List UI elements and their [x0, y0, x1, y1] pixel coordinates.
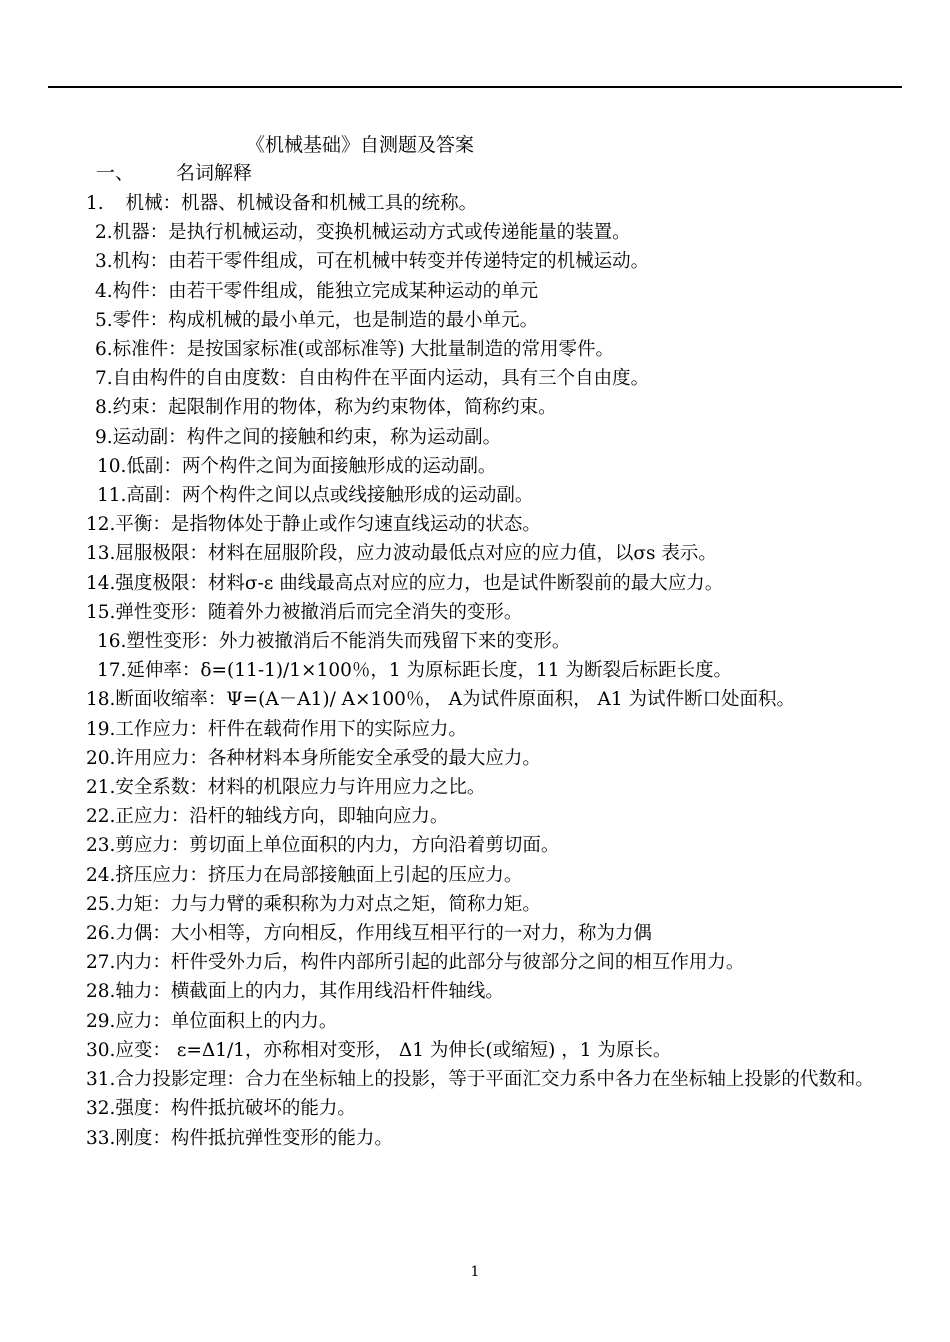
item-number: 19.: [86, 718, 116, 740]
list-item: [86, 1094, 902, 1123]
item-text: 安全系数：材料的机限应力与许用应力之比。: [115, 777, 486, 799]
list-item: [86, 1036, 902, 1065]
item-text: 高副：两个构件之间以点或线接触形成的运动副。: [126, 485, 534, 507]
item-text: 强度：构件抵抗破坏的能力。: [115, 1098, 356, 1120]
item-text: 剪应力：剪切面上单位面积的内力，方向沿着剪切面。: [115, 835, 560, 857]
item-number: 6.: [95, 339, 113, 361]
item-number: 16.: [97, 631, 127, 653]
item-text: 断面收缩率：Ψ=(A－A1)/ A×100％， A为试件原面积， A1 为试件断口处面积。: [115, 689, 795, 711]
item-text: 运动副：构件之间的接触和约束，称为运动副。: [112, 426, 502, 448]
list-item: [86, 423, 902, 452]
item-text: 低副：两个构件之间为面接触形成的运动副。: [126, 455, 497, 477]
list-item: [86, 831, 902, 860]
list-item: [86, 744, 902, 773]
list-item: [86, 627, 902, 656]
list-item: [86, 656, 902, 685]
list-item: [86, 948, 902, 977]
list-item: [86, 569, 902, 598]
item-number: 12.: [86, 514, 116, 536]
list-item: [86, 452, 902, 481]
item-text: 构件：由若干零件组成，能独立完成某种运动的单元: [112, 280, 539, 302]
item-number: 14.: [86, 572, 116, 594]
item-number: 9.: [95, 426, 113, 448]
list-item: [86, 481, 902, 510]
list-item: [86, 1124, 902, 1153]
list-item: [86, 218, 902, 247]
item-number: 32.: [86, 1098, 116, 1120]
item-number: 27.: [86, 952, 116, 974]
list-item: [86, 539, 902, 568]
list-item: [86, 598, 902, 627]
item-number: 10.: [97, 455, 127, 477]
item-text: 应变： ε=Δ1/1，亦称相对变形， Δ1 为伸长(或缩短) ，1 为原长。: [115, 1039, 672, 1061]
section-heading: [96, 159, 252, 187]
definition-list: [86, 189, 902, 1153]
item-number: 11.: [97, 485, 127, 507]
item-number: 5.: [95, 309, 113, 331]
item-text: 弹性变形：随着外力被撤消后而完全消失的变形。: [115, 601, 523, 623]
list-item: [86, 919, 902, 948]
item-text: 约束：起限制作用的物体，称为约束物体，简称约束。: [112, 397, 557, 419]
item-text: 自由构件的自由度数：自由构件在平面内运动，具有三个自由度。: [112, 368, 650, 390]
list-item: [86, 393, 902, 422]
list-item: [86, 1007, 902, 1036]
item-text: 轴力：横截面上的内力，其作用线沿杆件轴线。: [115, 981, 504, 1003]
list-item: [86, 685, 902, 714]
item-text: 合力投影定理：合力在坐标轴上的投影，等于平面汇交力系中各力在坐标轴上投影的代数和。: [115, 1069, 874, 1091]
item-text: 机器：是执行机械运动，变换机械运动方式或传递能量的装置。: [112, 222, 631, 244]
item-number: 26.: [86, 923, 116, 945]
item-text: 挤压应力：挤压力在局部接触面上引起的压应力。: [115, 864, 523, 886]
item-number: 21.: [86, 777, 116, 799]
item-text: 强度极限：材料σ-ε 曲线最高点对应的应力，也是试件断裂前的最大应力。: [115, 572, 724, 594]
list-item: [86, 247, 902, 276]
item-number: 24.: [86, 864, 116, 886]
list-item: [86, 1065, 902, 1094]
item-number: 18.: [86, 689, 116, 711]
item-text: 塑性变形：外力被撤消后不能消失而残留下来的变形。: [126, 631, 571, 653]
item-number: 13.: [86, 543, 116, 565]
item-text: 延伸率：δ=(11-1)/1×100％，1 为原标距长度，11 为断裂后标距长度。: [126, 660, 732, 682]
page-number: 1: [470, 1264, 480, 1280]
item-number: 2.: [95, 222, 113, 244]
item-text: 应力：单位面积上的内力。: [115, 1010, 338, 1032]
item-number: 33.: [86, 1127, 116, 1149]
item-text: 标准件：是按国家标准(或部标准等) 大批量制造的常用零件。: [112, 339, 614, 361]
item-text: 工作应力：杆件在载荷作用下的实际应力。: [115, 718, 467, 740]
item-text: 机械：机器、机械设备和机械工具的统称。: [125, 193, 478, 214]
list-item: [86, 802, 902, 831]
item-number: 4.: [95, 280, 113, 302]
section-name: 名词解释: [176, 162, 253, 184]
item-text: 内力：杆件受外力后，构件内部所引起的此部分与彼部分之间的相互作用力。: [115, 952, 745, 974]
section-number: 一、: [96, 162, 135, 184]
item-number: 29.: [86, 1010, 116, 1032]
list-item: [86, 977, 902, 1006]
item-text: 许用应力：各种材料本身所能安全承受的最大应力。: [115, 747, 541, 769]
item-number: 22.: [86, 806, 116, 828]
list-item: [86, 364, 902, 393]
list-item: [86, 277, 902, 306]
item-number: 17.: [97, 660, 127, 682]
item-number: 15.: [86, 601, 116, 623]
item-number: 3.: [95, 251, 113, 273]
item-number: 31.: [86, 1069, 116, 1091]
item-number: 28.: [86, 981, 116, 1003]
list-item: [86, 890, 902, 919]
list-item: [86, 773, 902, 802]
list-item: [86, 715, 902, 744]
item-text: 平衡：是指物体处于静止或作匀速直线运动的状态。: [115, 514, 541, 536]
document-title: 《机械基础》自测题及答案: [246, 134, 475, 156]
item-text: 机构：由若干零件组成，可在机械中转变并传递特定的机械运动。: [112, 251, 650, 273]
list-item: [86, 510, 902, 539]
item-text: 刚度：构件抵抗弹性变形的能力。: [115, 1127, 393, 1149]
item-number: 25.: [86, 893, 116, 915]
item-number: 1.: [86, 193, 104, 214]
item-text: 力偶：大小相等，方向相反，作用线互相平行的一对力，称为力偶: [115, 923, 652, 945]
list-item: [86, 189, 902, 218]
item-text: 屈服极限：材料在屈服阶段，应力波动最低点对应的应力值，以σs 表示。: [115, 543, 717, 565]
list-item: [86, 335, 902, 364]
item-text: 力矩：力与力臂的乘积称为力对点之矩，简称力矩。: [115, 893, 541, 915]
item-number: 23.: [86, 835, 116, 857]
item-number: 20.: [86, 747, 116, 769]
item-text: 零件：构成机械的最小单元，也是制造的最小单元。: [112, 309, 539, 331]
item-number: 30.: [86, 1039, 116, 1061]
item-number: 8.: [95, 397, 113, 419]
item-number: 7.: [95, 368, 113, 390]
list-item: [86, 306, 902, 335]
list-item: [86, 861, 902, 890]
item-text: 正应力：沿杆的轴线方向，即轴向应力。: [115, 806, 449, 828]
header-rule: [48, 86, 902, 88]
